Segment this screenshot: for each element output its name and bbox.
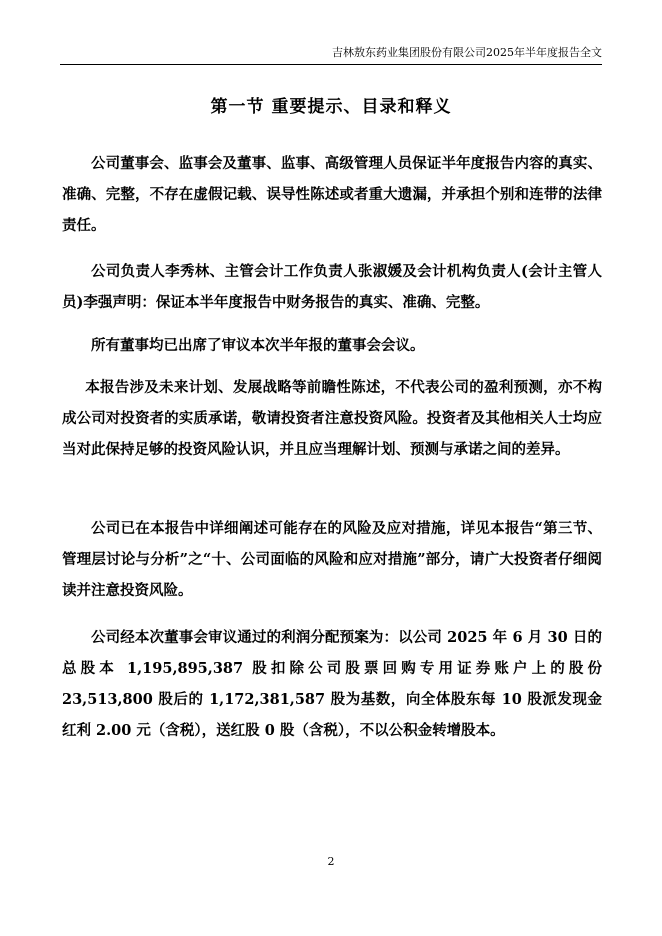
paragraph-profit-distribution: [62, 622, 602, 746]
paragraph-responsible-persons: [62, 256, 602, 318]
paragraph-text: 本报告涉及未来计划、发展战略等前瞻性陈述，不代表公司的盈利预测，亦不构成公司对投资者的实质承诺，敬请投资者注意投资风险。投资者及其他相关人士均应当对此保持足够的投资风险认识，并且应当理解计划、预测与承诺之间的差异。: [62, 379, 602, 458]
paragraph-text: 公司经本次董事会审议通过的利润分配预案为：以公司 2025 年 6 月 30 日的总股本 1,195,895,387 股扣除公司股票回购专用证券账户上的股份 23,513,800 股后的 1,172,381,587 股为基数，向全体股东每 10 股派发现金红利 2.00 元（含税），送红股 0 股（含税），不以公积金转增股本。: [62, 629, 602, 739]
paragraph-text: 所有董事均已出席了审议本次半年报的董事会会议。: [91, 337, 425, 354]
paragraph-text: 公司已在本报告中详细阐述可能存在的风险及应对措施，详见本报告“第三节、管理层讨论与分析”之“十、公司面临的风险和应对措施”部分，请广大投资者仔细阅读并注意投资风险。: [62, 520, 602, 599]
running-header: 吉林敖东药业集团股份有限公司2025年半年度报告全文: [60, 46, 602, 65]
paragraph-risk-notice: [62, 513, 602, 606]
page-number: 2: [327, 855, 335, 868]
section-title: 第一节 重要提示、目录和释义: [210, 97, 452, 117]
paragraph-forward-looking: [62, 372, 602, 465]
paragraph-text: 公司董事会、监事会及董事、监事、高级管理人员保证半年度报告内容的真实、准确、完整，不存在虚假记载、误导性陈述或者重大遗漏，并承担个别和连带的法律责任。: [62, 155, 602, 234]
paragraph-board-guarantee: [62, 148, 602, 241]
paragraph-directors-attendance: [62, 330, 602, 361]
paragraph-text: 公司负责人李秀林、主管会计工作负责人张淑媛及会计机构负责人(会计主管人员)李强声明：保证本半年度报告中财务报告的真实、准确、完整。: [62, 263, 602, 311]
